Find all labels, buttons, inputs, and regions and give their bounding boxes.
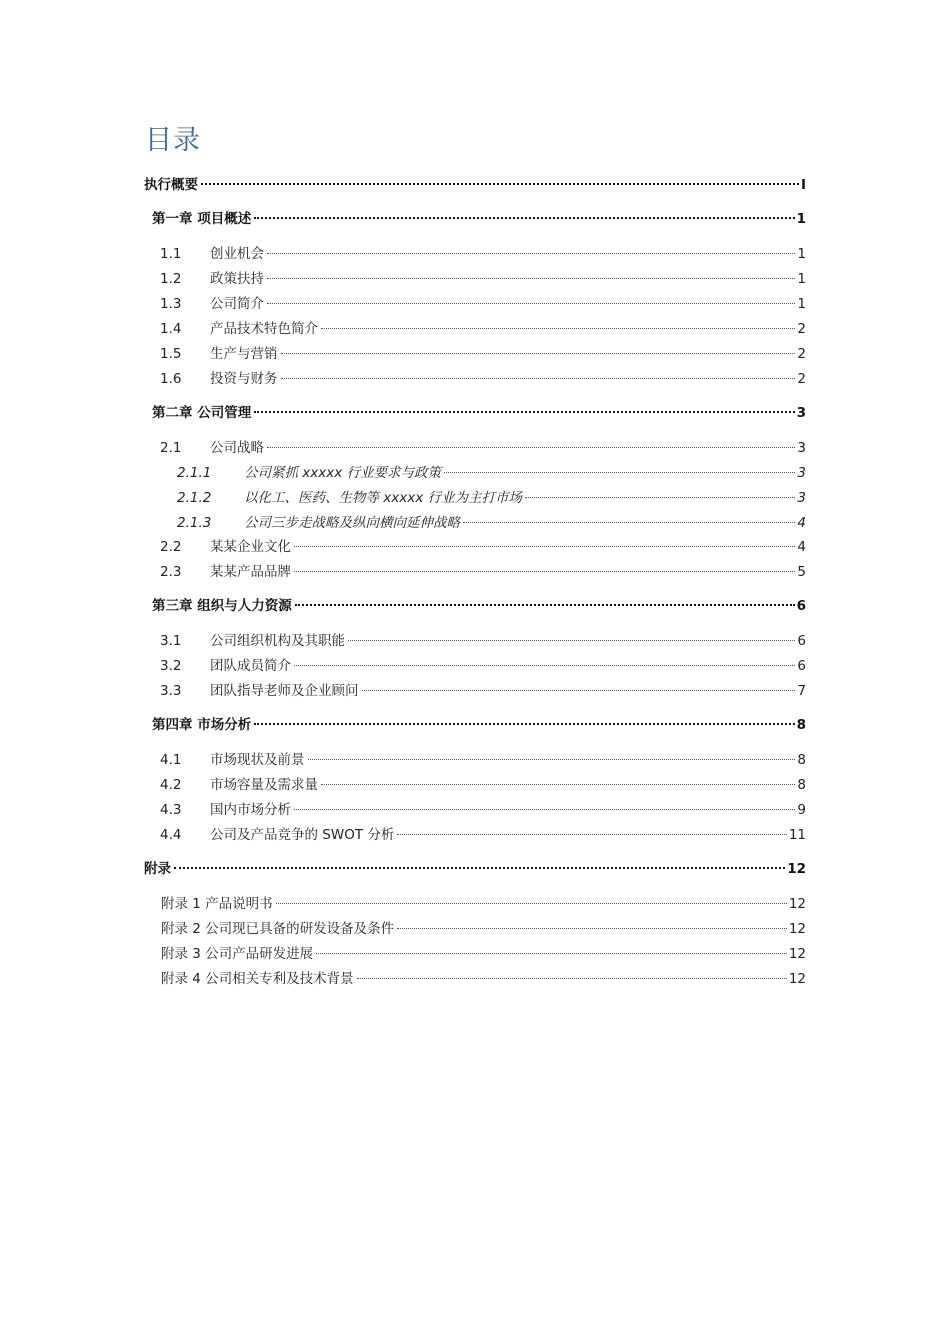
- toc-entry[interactable]: [161, 919, 806, 939]
- toc-entry[interactable]: [160, 825, 806, 845]
- toc-dot-leader: [254, 723, 794, 725]
- toc-entry-title: 以化工、医药、生物等 xxxxx 行业为主打市场: [244, 490, 523, 506]
- toc-entry-number: 3.2: [160, 658, 182, 674]
- toc-dot-leader: [463, 522, 795, 523]
- toc-dot-leader: [267, 303, 795, 304]
- toc-entry[interactable]: [160, 269, 806, 289]
- toc-entry[interactable]: [160, 294, 806, 314]
- toc-entry-title: 公司三步走战略及纵向横向延伸战略: [244, 515, 460, 531]
- toc-entry-title: 公司及产品竞争的 SWOT 分析: [210, 827, 395, 843]
- toc-dot-leader: [348, 640, 795, 641]
- toc-entry[interactable]: [160, 631, 806, 651]
- toc-entry[interactable]: [152, 403, 806, 423]
- toc-page-number: 6: [796, 598, 806, 614]
- toc-entry-number: 4.2: [160, 777, 182, 793]
- toc-entry[interactable]: [160, 369, 806, 389]
- toc-entry-number: 1.6: [160, 371, 182, 387]
- toc-page-number: 3: [797, 490, 806, 506]
- toc-entry[interactable]: [160, 750, 806, 770]
- toc-dot-leader: [281, 353, 796, 354]
- toc-entry-title: 公司战略: [210, 440, 264, 456]
- toc-page-number: I: [800, 177, 806, 193]
- toc-dot-leader: [321, 328, 795, 329]
- toc-dot-leader: [201, 183, 799, 185]
- toc-dot-leader: [281, 378, 796, 379]
- toc-entry-number: 2.1.3: [177, 515, 212, 531]
- toc-entry-title: 附录 1 产品说明书: [161, 896, 273, 912]
- toc-page-number: 4: [797, 539, 806, 555]
- toc-page-number: 3: [797, 465, 806, 481]
- toc-page-number: 6: [797, 658, 806, 674]
- toc-dot-leader: [294, 809, 795, 810]
- toc-dot-leader: [267, 447, 795, 448]
- toc-entry-title: 市场现状及前景: [210, 752, 305, 768]
- toc-entry[interactable]: [160, 244, 806, 264]
- toc-page-number: 12: [788, 946, 806, 962]
- toc-entry-number: 1.5: [160, 346, 182, 362]
- toc-entry-number: 2.3: [160, 564, 182, 580]
- toc-page-number: 2: [797, 321, 806, 337]
- toc-entry-number: 1.3: [160, 296, 182, 312]
- toc-page-number: 3: [797, 440, 806, 456]
- toc-entry[interactable]: [160, 562, 806, 582]
- toc-entry-number: 2.1.2: [177, 490, 212, 506]
- toc-entry-number: 3.3: [160, 683, 182, 699]
- toc-entry[interactable]: [160, 319, 806, 339]
- toc-page-number: 1: [797, 296, 806, 312]
- toc-entry-title: 市场容量及需求量: [210, 777, 318, 793]
- toc-page-number: 5: [797, 564, 806, 580]
- toc-page-number: 2: [797, 346, 806, 362]
- toc-page-number: 8: [797, 752, 806, 768]
- toc-page-number: 8: [797, 777, 806, 793]
- toc-entry[interactable]: [160, 775, 806, 795]
- toc-dot-leader: [308, 759, 796, 760]
- toc-entry[interactable]: [177, 488, 806, 508]
- toc-entry[interactable]: [160, 537, 806, 557]
- toc-entry-title: 某某企业文化: [210, 539, 291, 555]
- toc-entry[interactable]: [144, 175, 806, 195]
- toc-page-number: 8: [796, 717, 806, 733]
- toc-entry[interactable]: [160, 800, 806, 820]
- toc-entry[interactable]: [152, 596, 806, 616]
- toc-entry-title: 生产与营销: [210, 346, 278, 362]
- toc-dot-leader: [174, 867, 785, 869]
- toc-page-number: 6: [797, 633, 806, 649]
- toc-entry-number: 4.4: [160, 827, 182, 843]
- toc-dot-leader: [267, 278, 795, 279]
- toc-entry-title: 附录 2 公司现已具备的研发设备及条件: [161, 921, 395, 937]
- toc-entry-title: 产品技术特色简介: [210, 321, 318, 337]
- toc-dot-leader: [254, 411, 794, 413]
- toc-page-number: 1: [796, 211, 806, 227]
- toc-entry-title: 第一章 项目概述: [152, 211, 252, 227]
- toc-entry-title: 公司紧抓 xxxxx 行业要求与政策: [244, 465, 442, 481]
- toc-entry[interactable]: [160, 681, 806, 701]
- toc-entry-number: 2.2: [160, 539, 182, 555]
- toc-entry-title: 团队指导老师及企业顾问: [210, 683, 359, 699]
- toc-entry[interactable]: [177, 513, 806, 533]
- toc-page-number: 3: [796, 405, 806, 421]
- toc-page-number: 12: [787, 861, 806, 877]
- toc-entry-title: 政策扶持: [210, 271, 264, 287]
- toc-entry-number: 1.4: [160, 321, 182, 337]
- toc-entry-title: 第三章 组织与人力资源: [152, 598, 292, 614]
- toc-dot-leader: [295, 604, 795, 606]
- toc-entry[interactable]: [161, 944, 806, 964]
- toc-page-number: 4: [797, 515, 806, 531]
- toc-entry-title: 某某产品品牌: [210, 564, 291, 580]
- toc-dot-leader: [397, 834, 786, 835]
- toc-page-number: 12: [788, 971, 806, 987]
- toc-entry-title: 团队成员简介: [210, 658, 291, 674]
- toc-title: 目录: [145, 125, 201, 156]
- toc-page-number: 11: [788, 827, 806, 843]
- toc-entry-title: 执行概要: [144, 177, 198, 193]
- toc-entry-number: 4.1: [160, 752, 182, 768]
- toc-page-number: 1: [797, 246, 806, 262]
- toc-entry-title: 附录 3 公司产品研发进展: [161, 946, 314, 962]
- toc-entry[interactable]: [160, 656, 806, 676]
- toc-entry-title: 附录 4 公司相关专利及技术背景: [161, 971, 354, 987]
- toc-dot-leader: [294, 571, 795, 572]
- toc-entry[interactable]: [177, 463, 806, 483]
- toc-dot-leader: [525, 497, 795, 498]
- toc-entry-number: 4.3: [160, 802, 182, 818]
- toc-entry-number: 2.1: [160, 440, 182, 456]
- toc-dot-leader: [254, 217, 794, 219]
- toc-dot-leader: [397, 928, 787, 929]
- toc-entry-number: 3.1: [160, 633, 182, 649]
- toc-entry-title: 第二章 公司管理: [152, 405, 252, 421]
- toc-entry-title: 国内市场分析: [210, 802, 291, 818]
- toc-page-number: 7: [797, 683, 806, 699]
- toc-entry-title: 第四章 市场分析: [152, 717, 252, 733]
- toc-dot-leader: [316, 953, 787, 954]
- toc-entry[interactable]: [160, 438, 806, 458]
- toc-entry-title: 创业机会: [210, 246, 264, 262]
- toc-entry-number: 1.2: [160, 271, 182, 287]
- toc-entry-title: 附录: [144, 861, 171, 877]
- toc-dot-leader: [321, 784, 795, 785]
- toc-page-number: 9: [797, 802, 806, 818]
- toc-entry-title: 公司简介: [210, 296, 264, 312]
- toc-entry[interactable]: [152, 209, 806, 229]
- toc-page-number: 12: [788, 896, 806, 912]
- toc-dot-leader: [357, 978, 787, 979]
- toc-dot-leader: [267, 253, 795, 254]
- toc-page-number: 12: [788, 921, 806, 937]
- toc-entry[interactable]: [161, 894, 806, 914]
- toc-entry[interactable]: [144, 859, 806, 879]
- toc-dot-leader: [276, 903, 787, 904]
- toc-dot-leader: [362, 690, 796, 691]
- toc-entry[interactable]: [160, 344, 806, 364]
- toc-dot-leader: [444, 472, 795, 473]
- toc-page-number: 1: [797, 271, 806, 287]
- toc-entry-number: 2.1.1: [177, 465, 212, 481]
- toc-entry-title: 公司组织机构及其职能: [210, 633, 345, 649]
- toc-entry-number: 1.1: [160, 246, 182, 262]
- toc-dot-leader: [294, 546, 795, 547]
- toc-entry-title: 投资与财务: [210, 371, 278, 387]
- toc-entry[interactable]: [161, 969, 806, 989]
- toc-dot-leader: [294, 665, 795, 666]
- toc-entry[interactable]: [152, 715, 806, 735]
- toc-page-number: 2: [797, 371, 806, 387]
